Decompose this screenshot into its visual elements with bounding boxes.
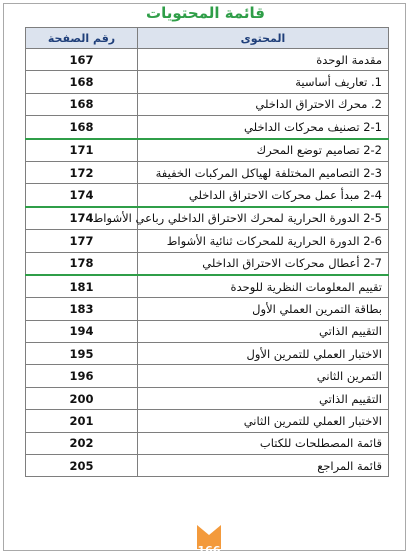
page-cell: 168: [26, 116, 138, 139]
page-number: 166: [197, 544, 221, 557]
page-cell: 168: [26, 93, 138, 115]
content-cell: 1. تعاريف أساسية: [138, 71, 389, 93]
table-row: [26, 275, 389, 298]
content-cell: التمرين الثاني: [138, 365, 389, 387]
page-cell: 181: [26, 275, 138, 298]
page-cell: 183: [26, 298, 138, 320]
page-cell: 174: [26, 184, 138, 207]
page-title: قائمة المحتويات: [146, 4, 265, 22]
table-row: [26, 365, 389, 387]
page-cell: 195: [26, 343, 138, 365]
content-cell: التقييم الذاتي: [138, 387, 389, 409]
table-row: [26, 410, 389, 432]
content-cell: تقييم المعلومات النظرية للوحدة: [138, 275, 389, 298]
page-cell: 171: [26, 139, 138, 162]
table-row: [26, 252, 389, 275]
content-cell: 2-5 الدورة الحرارية لمحرك الاحتراق الداخلي رباعي الأشواط: [138, 207, 389, 230]
table-row: [26, 432, 389, 454]
table-row: [26, 455, 389, 477]
content-cell: بطاقة التمرين العملي الأول: [138, 298, 389, 320]
page-cell: 202: [26, 432, 138, 454]
table-row: [26, 207, 389, 230]
page-cell: 167: [26, 49, 138, 71]
table-row: [26, 71, 389, 93]
table-row: [26, 116, 389, 139]
page-cell: 194: [26, 320, 138, 342]
content-cell: الاختبار العملي للتمرين الثاني: [138, 410, 389, 432]
page-cell: 177: [26, 230, 138, 252]
contents-table: [25, 27, 389, 477]
content-cell: 2-3 التصاميم المختلفة لهياكل المركبات الخفيفة: [138, 161, 389, 183]
table-row: [26, 320, 389, 342]
content-cell: مقدمة الوحدة: [138, 49, 389, 71]
page-column-header: رقم الصفحة: [26, 28, 138, 49]
table-row: [26, 139, 389, 162]
content-cell: الاختبار العملي للتمرين الأول: [138, 343, 389, 365]
page-cell: 172: [26, 161, 138, 183]
content-cell: 2-1 تصنيف محركات الداخلي: [138, 116, 389, 139]
table-header-row: [26, 28, 389, 49]
page-cell: 201: [26, 410, 138, 432]
page-cell: 205: [26, 455, 138, 477]
content-cell: 2-7 أعطال محركات الاحتراق الداخلي: [138, 252, 389, 275]
content-cell: 2. محرك الاحتراق الداخلي: [138, 93, 389, 115]
table-row: [26, 93, 389, 115]
page-cell: 174: [26, 207, 138, 230]
content-cell: 2-2 تصاميم توضع المحرك: [138, 139, 389, 162]
table-row: [26, 387, 389, 409]
page-cell: 178: [26, 252, 138, 275]
content-cell: قائمة المصطلحات للكتاب: [138, 432, 389, 454]
page-cell: 196: [26, 365, 138, 387]
table-row: [26, 184, 389, 207]
content-cell: 2-4 مبدأ عمل محركات الاحتراق الداخلي: [138, 184, 389, 207]
table-row: [26, 343, 389, 365]
content-cell: التقييم الذاتي: [138, 320, 389, 342]
table-row: [26, 230, 389, 252]
content-column-header: المحتوى: [138, 28, 389, 49]
page-cell: 200: [26, 387, 138, 409]
table-row: [26, 298, 389, 320]
content-cell: قائمة المراجع: [138, 455, 389, 477]
page-cell: 168: [26, 71, 138, 93]
table-row: [26, 161, 389, 183]
table-row: [26, 49, 389, 71]
content-cell: 2-6 الدورة الحرارية للمحركات ثنائية الأشواط: [138, 230, 389, 252]
